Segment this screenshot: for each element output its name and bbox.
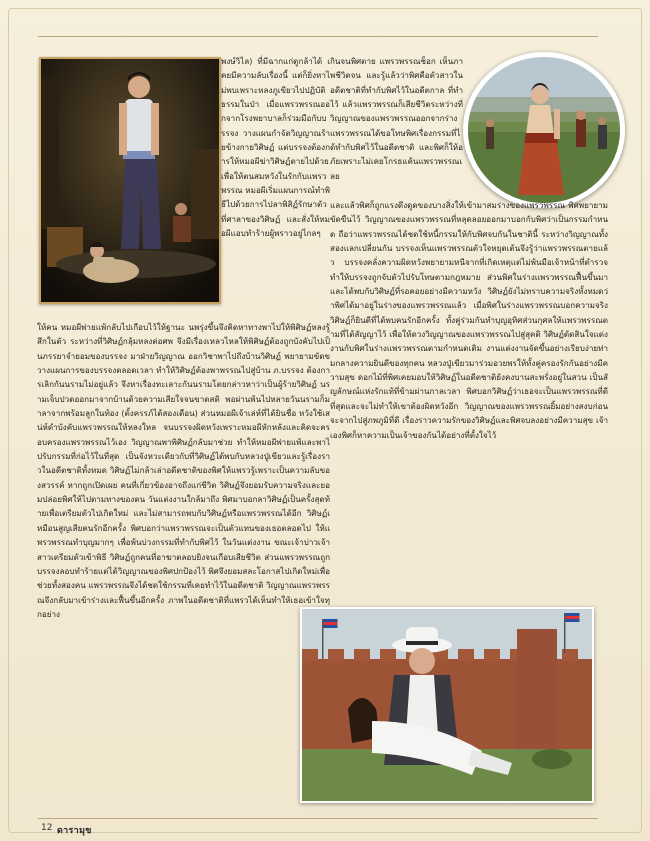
page-number: 12 — [41, 823, 53, 833]
field-scene-circle-photo — [463, 52, 625, 208]
article-text-col2-bottom: และแล้วพิศก็ถูกแรงดึงดูดของบางสิ่งให้เข้ามาสมร่างของแพรวพรรณ พิศพยายามขัดขืนไว้ วิญญาณของแพรวพรรณที่หลุดลอยออกมาบอกกับพิศว่าเป็นกรรมกำหนด ถือว่าแพรวพรรณได้ชดใช้หนี้กรรมให้กับพิศจบกันในชาตินี้ ระหว่างวิญญาณทั้งสองแลกเปลี่ยนกัน บรรจงเห็นแพรวพรรณตัวใจหยุดเต้นจึงรู้ว่าแพรวพรรณตายแล้ว บรรจงคลั่งความผิดหวังพยายามหนีจากที่เกิดเหตุแต่ไม่พ้นมือเจ้าหน้าที่ตำรวจ ทำให้บรรจงถูกจับตัวไปรับโทษตามกฎหมาย ส่วนพิศในร่างแพรวพรรณฟื้นขึ้นมาและได้พบกับวิศิษฏ์ที่รอคอยอย่างมีความหวัง วิศิษฏ์ยังไม่ทราบความจริงทั้งหมดว่าพิศได้มาอยู่ในร่างของแพรวพรรณแล้ว เมื่อพิศในร่างแพรวพรรณบอกความจริง วิศิษฏ์ก็ยินดีที่ได้พบคนรักอีกครั้ง ทั้งคู่ร่วมกันทำบุญอุทิศส่วนกุศลให้แพรวพรรณตามที่ได้สัญญาไว้ เพื่อให้ดวงวิญญาณของแพรวพรรณไปสู่สุคติ วิศิษฏ์ตัดสินใจแต่งงานกับพิศในร่างแพรวพรรณตามกำหนดเดิม งานแต่งงานจัดขึ้นอย่างเรียบง่ายท่ามกลางความยินดีของทุกคน หลวงปู่เขียวมาร่วมอวยพรให้ทั้งคู่ครองรักกันอย่างมีความสุข ดอกไม้ที่พิศเคยมอบให้วิศิษฏ์ในอดีตชาติยังคงบานสะพรั่งอยู่ในสวน เป็นสัญลักษณ์แห่งรักแท้ที่ข้ามผ่านกาลเวลา พิศบอกวิศิษฏ์ว่าเธอจะเป็นแพรวพรรณที่ดีที่สุดและจะไม่ทำให้เขาต้องผิดหวังอีก วิญญาณของแพรวพรรณยิ้มอย่างสงบก่อนจะจากไปสู่ภพภูมิที่ดี เรื่องราวความรักของวิศิษฏ์และพิศจบลงอย่างมีความสุข เจ้าเองพิศก็หาความเป็นเจ้าของกันได้อย่างที่ตั้งใจไว้ — [330, 200, 608, 440]
article-text-col2-top: กินจนพิศตาย แพรวพรรณช็อก เห็นภาพชีวิตจน และรู้แล้วว่าพิศคือตัวสาวในอดีตชาติที่ทำกับพิศไว้ในอดีตกาล ที่ทำไว้ แล้วแพรวพรรณก็เสียชีวิตระหว่างที่วิญญาณของแพรวพรรณออกจากร่าง แพรวพรรณได้ขอโทษพิศเรื่องกรรมที่ได้ทำกับพิศไว้ในอดีตชาติ และพิศก็ให้อภัยเพราะไม่เคยโกรธแค้นแพรวพรรณเลย — [330, 56, 463, 181]
magazine-name: ดารามุข — [57, 826, 92, 836]
top-rule — [38, 36, 598, 37]
couple-fortress-photo — [300, 607, 594, 803]
stage-scene-photo — [39, 57, 221, 304]
bottom-rule — [38, 818, 598, 819]
article-text-col1-top: พงษ์วิไล) ที่มีฉากแก่ดูกล้าได้ เคยมีความลับเรื่องนี้ แต่ก็ยิ่งหาไม่พบเพราะหลงภูเขียวไปปฏิบัติธรรมในป่า เมื่อแพรวพรรณออกจากโรงพยาบาลก็ร่วมมือกับบรรจง วางแผนกำจัดวิญญาณร้ายข้างกายวิศิษฏ์ แต่บรรจงต้องการให้หมอผีฆ่าวิศิษฏ์ตายไปด้วยเพื่อให้ตนสมหวังในรักกับแพรวพรรณ หมอผีเริ่มแผนการณ์ทำพิธีไปด้วยการไปลาพิสิฏ์รักษาตัวที่ศาลาของวิศิษฏ์ และสั่งให้หมอผีแอบทำร้ายผู้พราวอยู่ไกลๆ — [221, 56, 330, 239]
article-text-col1-bottom: ให้คน หมอผีพ่ายแพ้กลับไปเกือบไว้ให้ฐานะ นพรุ่งขึ้นจึงคิดหาทางพาไปให้พิศิษฏ์หลงรู้สึกในตัว ระหว่างที่วิศิษฏ์กลุ้มหลงต่อศพ จึงมีเรื่องเหลวไหลให้พิศิษฏ์ต้องถูกบังคับไปเป็นภรรยาจำยอมของบรรจง มาฝ่ายวิญญาณ ออกวิชาพาไปถึงบ้านวิศิษฏ์ พยายามขัดขวางแผนการของบรรจงตลอดเวลา ทำให้วิศิษฏ์ต้องพาพรรณไปสู่บ้าน ภ.บรรจง ต้องการเลิกกันนรามไม่อยู่แล้ว จึงหาเรื่องทะเลาะกันนรามโดยกล่าวหาว่าเป็นผู้ร้ายวิศิษฏ์ นรามเจ็บปวดออกมาจากบ้านด้วยความเสียใจจนขาดสติ พอผ่านพ้นไปหลายวันนรามก็มาลาจากพร้อมลูกในท้อง (ตั้งครรภ์ได้สองเดือน) ส่วนหมอผีเจ้าเล่ห์ที่ได้ยินชื่อ หวังใช้เสน่ห์ดำบังคับแพรวพรรณให้หลงใหล จนบรรจงผิดหวังเพราะหมอผีหักหลังและคิดจะครอบครองแพรวพรรณไว้เอง วิญญาณพาพิศิษฏ์กลับมาช่วย ทำให้หมอผีพ่ายแพ้และพาไปรับกรรมที่ก่อไว้ในที่สุด เป็นจังหวะเดียวกับที่วิศิษฏ์ได้พบกับหลวงปู่เขียวและรู้เรื่องราวในอดีตชาติทั้งหมด วิศิษฏ์ไม่กล้าเล่าอดีตชาติของพิศให้แพรวรู้เพราะเป็นความลับของสวรรค์ หากถูกเปิดเผย คนที่เกี่ยวข้องอาจถึงแก่ชีวิต วิศิษฏ์จึงยอมรับความจริงและยอมปล่อยพิศให้ไปตามทางของตน วันแต่งงานใกล้มาถึง พิศมาบอกลาวิศิษฏ์เป็นครั้งสุดท้ายเพื่อเตรียมตัวไปเกิดใหม่ และไม่สามารถพบกับวิศิษฏ์หรือแพรวพรรณได้อีก วิศิษฏ์เหมือนสูญเสียคนรักอีกครั้ง พิศบอกว่าแพรวพรรณจะเป็นตัวแทนของเธอตลอดไป ให้แพรวพรรณทำบุญมากๆ เพื่อพ้นบ่วงกรรมที่ทำกับพิศไว้ ในวันแต่งงาน ขณะเจ้าบ่าวเจ้าสาวเตรียมตัวเข้าพิธี วิศิษฏ์ถูกคนที่อาฆาตลอบยิงจนเกือบเสียชีวิต ส่วนแพรวพรรณถูกบรรจงลอบทำร้ายแต่ได้วิญญาณของพิศปกป้องไว้ พิศจึงยอมสละโอกาสไปเกิดใหม่เพื่อช่วยทั้งสองคน แพรวพรรณจึงได้ชดใช้กรรมที่เคยทำไว้ในอดีตชาติ วิญญาณแพรวพรรณจึงกลับมาเข้าร่างและฟื้นขึ้นอีกครั้ง ภาพในอดีตชาติที่แพรวได้เห็นทำให้เธอเข้าใจทุกอย่าง — [37, 322, 330, 619]
